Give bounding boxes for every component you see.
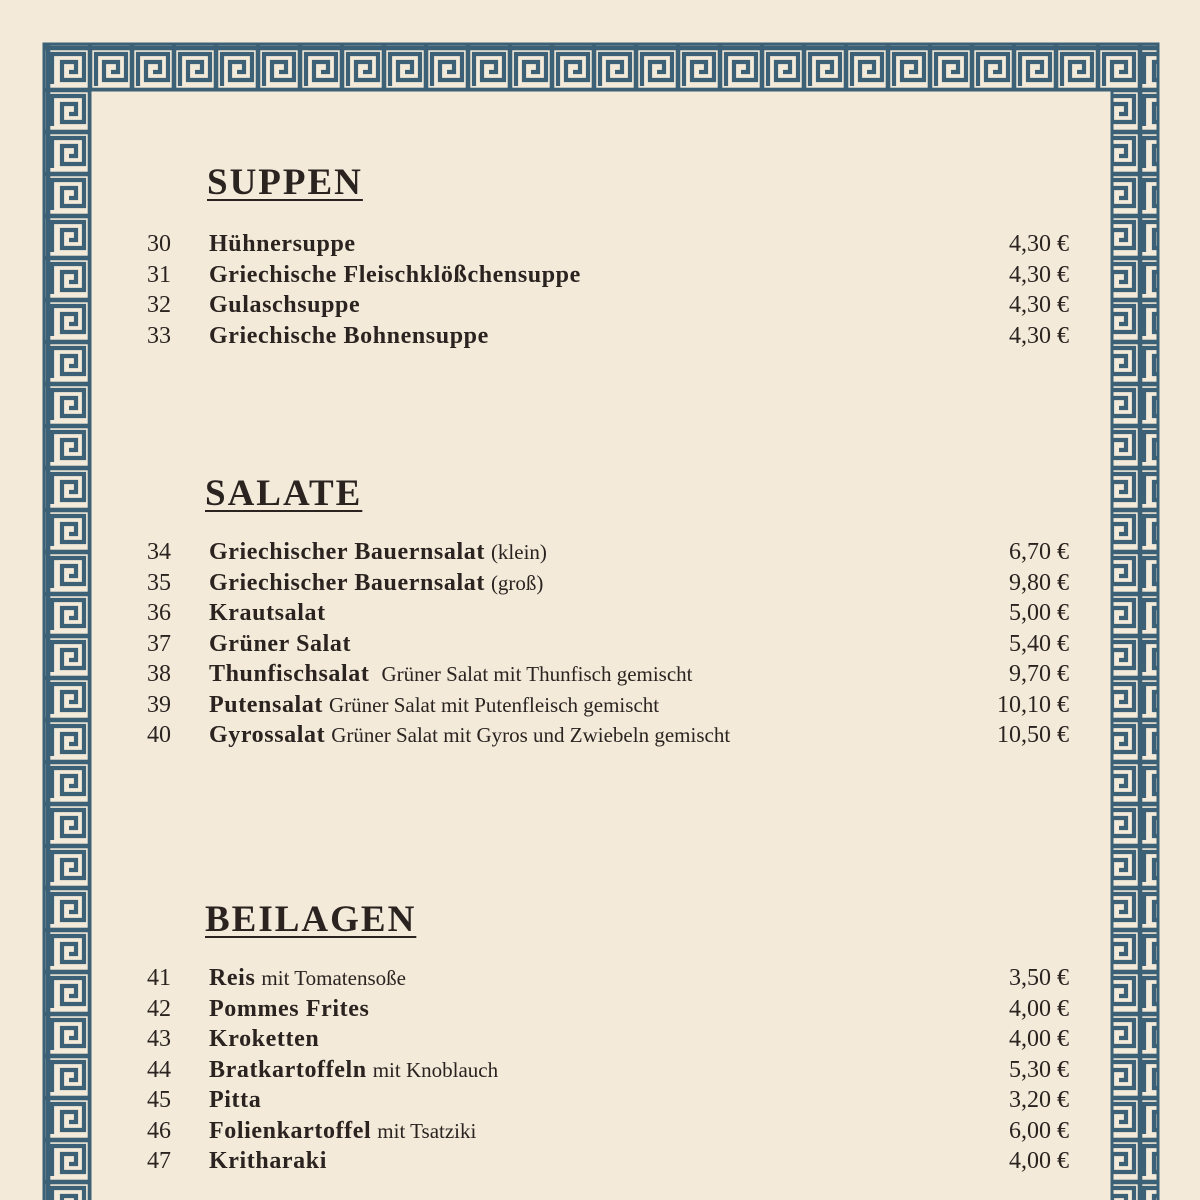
item-name: Krautsalat — [209, 600, 326, 626]
item-name: Reis — [209, 965, 256, 991]
item-number: 44 — [147, 1056, 171, 1083]
item-description: (groß) — [490, 570, 544, 595]
item-name: Putensalat — [209, 691, 323, 718]
item-description: Grüner Salat mit Thunfisch gemischt — [381, 662, 693, 686]
item-name: Bratkartoffeln — [209, 1056, 367, 1083]
menu-item — [147, 1146, 1069, 1177]
item-price: 6,70 € — [1009, 539, 1069, 565]
item-name: Folienkartoffel — [209, 1117, 372, 1144]
item-price: 5,30 € — [1009, 1056, 1069, 1083]
menu-item — [147, 290, 1069, 321]
item-price: 4,30 € — [1009, 292, 1069, 318]
menu-list-salate — [147, 537, 1069, 751]
item-price: 6,00 € — [1009, 1117, 1069, 1144]
item-description: mit Tsatziki — [377, 1118, 477, 1143]
item-number: 35 — [147, 569, 171, 596]
item-name: Griechische Fleischklößchensuppe — [209, 261, 581, 288]
section-title-beilagen: BEILAGEN — [205, 899, 417, 940]
item-number: 42 — [147, 995, 171, 1022]
menu-item — [147, 659, 1069, 690]
item-price: 9,80 € — [1009, 569, 1069, 596]
item-price: 10,50 € — [997, 722, 1069, 748]
item-price: 4,00 € — [1009, 1026, 1069, 1052]
menu-item — [147, 1024, 1069, 1055]
item-price: 5,40 € — [1009, 630, 1069, 657]
item-name: Gyrossalat — [209, 722, 326, 748]
item-number: 47 — [147, 1148, 171, 1174]
item-name: Griechischer Bauernsalat — [209, 539, 485, 565]
section-title-suppen: SUPPEN — [207, 162, 363, 203]
item-name: Grüner Salat — [209, 630, 352, 657]
item-name: Hühnersuppe — [209, 231, 356, 257]
item-number: 46 — [147, 1117, 171, 1144]
item-number: 33 — [147, 322, 171, 349]
menu-list-suppen — [147, 229, 1069, 351]
menu-item — [147, 1085, 1069, 1116]
item-number: 31 — [147, 261, 171, 288]
item-name: Pommes Frites — [209, 995, 370, 1022]
item-name: Pitta — [209, 1087, 262, 1113]
item-name: Kritharaki — [209, 1148, 327, 1174]
item-number: 40 — [147, 722, 171, 748]
item-price: 9,70 € — [1009, 661, 1069, 687]
item-description: mit Tomatensoße — [261, 966, 406, 990]
menu-item — [147, 629, 1069, 660]
item-name: Thunfischsalat — [209, 661, 370, 687]
item-number: 38 — [147, 661, 171, 687]
item-number: 43 — [147, 1026, 171, 1052]
item-price: 3,50 € — [1009, 965, 1069, 991]
item-number: 30 — [147, 231, 171, 257]
menu-item — [147, 963, 1069, 994]
item-number: 37 — [147, 630, 171, 657]
item-price: 4,30 € — [1009, 231, 1069, 257]
item-name: Kroketten — [209, 1026, 320, 1052]
menu-item — [147, 720, 1069, 751]
item-description: (klein) — [490, 540, 547, 564]
item-price: 4,30 € — [1009, 322, 1069, 349]
item-price: 10,10 € — [997, 691, 1069, 718]
menu-item — [147, 321, 1069, 352]
menu-item — [147, 260, 1069, 291]
menu-item — [147, 994, 1069, 1025]
menu-item — [147, 690, 1069, 721]
item-price: 4,00 € — [1009, 995, 1069, 1022]
item-name: Gulaschsuppe — [209, 292, 361, 318]
item-price: 4,00 € — [1009, 1148, 1069, 1174]
item-number: 36 — [147, 600, 171, 626]
item-number: 34 — [147, 539, 171, 565]
menu-item — [147, 568, 1069, 599]
menu-item — [147, 229, 1069, 260]
menu-item — [147, 1116, 1069, 1147]
item-price: 3,20 € — [1009, 1087, 1069, 1113]
menu-list-beilagen — [147, 963, 1069, 1177]
item-price: 4,30 € — [1009, 261, 1069, 288]
item-name: Griechische Bohnensuppe — [209, 322, 489, 349]
item-price: 5,00 € — [1009, 600, 1069, 626]
menu-item — [147, 1055, 1069, 1086]
item-number: 32 — [147, 292, 171, 318]
item-number: 45 — [147, 1087, 171, 1113]
item-number: 39 — [147, 691, 171, 718]
menu-item — [147, 598, 1069, 629]
item-number: 41 — [147, 965, 171, 991]
item-description: Grüner Salat mit Putenfleisch gemischt — [329, 692, 660, 717]
item-description: mit Knoblauch — [372, 1057, 499, 1082]
item-description: Grüner Salat mit Gyros und Zwiebeln gemischt — [331, 723, 731, 747]
item-name: Griechischer Bauernsalat — [209, 569, 485, 596]
section-title-salate: SALATE — [205, 473, 363, 514]
menu-item — [147, 537, 1069, 568]
